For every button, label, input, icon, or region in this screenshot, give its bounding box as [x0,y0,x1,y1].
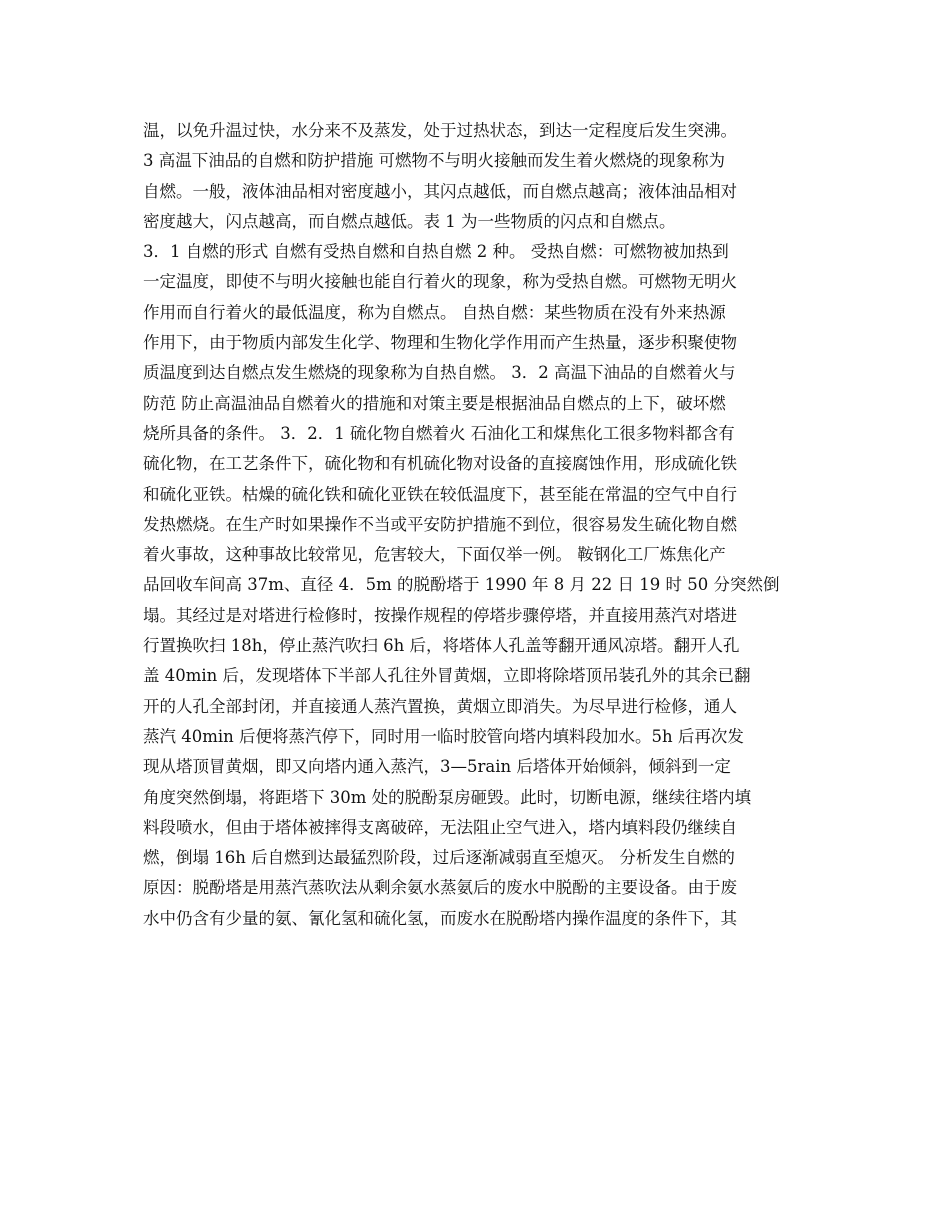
text-line: 发热燃烧。在生产时如果操作不当或平安防护措施不到位，很容易发生硫化物自燃 [143,514,737,534]
text-line: 和硫化亚铁。枯燥的硫化铁和硫化亚铁在较低温度下，甚至能在常温的空气中自行 [143,484,737,504]
text-line: 作用而自行着火的最低温度，称为自燃点。 自热自燃：某些物质在没有外来热源 [143,302,726,322]
text-line: 自燃。一般，液体油品相对密度越小，其闪点越低，而自燃点越高；液体油品相对 [143,181,737,201]
text-line: 温，以免升温过快，水分来不及蒸发，处于过热状态，到达一定程度后发生突沸。 [143,121,737,140]
text-line: 行置换吹扫 18h，停止蒸汽吹扫 6h 后，将塔体人孔盖等翻开通风凉塔。翻开人孔 [143,636,740,656]
body-text [143,116,823,934]
text-line: 开的人孔全部封闭，并直接通人蒸汽置换，黄烟立即消失。为尽早进行检修，通人 [143,696,737,716]
text-line: 一定温度，即使不与明火接触也能自行着火的现象，称为受热自燃。可燃物无明火 [143,272,737,292]
text-line: 作用下，由于物质内部发生化学、物理和生物化学作用而产生热量，逐步积聚使物 [143,333,737,353]
text-line: 料段喷水，但由于塔体被摔得支离破碎，无法阻止空气进入，塔内填料段仍继续自 [143,817,737,837]
text-line: 品回收车间高 37m、直径 4．5m 的脱酚塔于 1990 年 8 月 22 日 19 时 50 分突然倒 [143,575,780,595]
text-line: 防范 防止高温油品自燃着火的措施和对策主要是根据油品自燃点的上下，破坏燃 [143,393,726,413]
text-line: 3．1 自燃的形式 自燃有受热自燃和自热自燃 2 种。 受热自燃：可燃物被加热到 [143,242,729,262]
text-line: 水中仍含有少量的氨、氰化氢和硫化氢，而废水在脱酚塔内操作温度的条件下，其 [143,908,737,928]
text-line: 盖 40min 后，发现塔体下半部人孔往外冒黄烟，立即将除塔顶吊装孔外的其余已翻 [143,666,751,686]
text-line: 原因：脱酚塔是用蒸汽蒸吹法从剩余氨水蒸氨后的废水中脱酚的主要设备。由于废 [143,878,737,898]
text-line: 硫化物，在工艺条件下，硫化物和有机硫化物对设备的直接腐蚀作用，形成硫化铁 [143,454,737,474]
text-line: 塌。其经过是对塔进行检修时，按操作规程的停塔步骤停塔，并直接用蒸汽对塔进 [143,605,737,625]
text-line: 蒸汽 40min 后便将蒸汽停下，同时用一临时胶管向塔内填料段加水。5h 后再次发 [143,726,744,746]
text-line: 密度越大，闪点越高，而自燃点越低。表 1 为一些物质的闪点和自燃点。 [143,211,676,231]
text-line: 现从塔顶冒黄烟，即又向塔内通入蒸汽，3—5rain 后塔体开始倾斜，倾斜到一定 [143,757,731,777]
text-line: 角度突然倒塌，将距塔下 30m 处的脱酚泵房砸毁。此时，切断电源，继续往塔内填 [143,787,752,807]
text-line: 烧所具备的条件。 3．2．1 硫化物自燃着火 石油化工和煤焦化工很多物料都含有 [143,423,735,443]
text-line: 着火事故，这种事故比较常见，危害较大，下面仅举一例。 鞍钢化工厂炼焦化产 [143,545,726,565]
text-line: 质温度到达自燃点发生燃烧的现象称为自热自燃。 3．2 高温下油品的自燃着火与 [143,363,736,383]
text-line: 3 高温下油品的自燃和防护措施 可燃物不与明火接触而发生着火燃烧的现象称为 [143,151,725,171]
text-line: 燃，倒塌 16h 后自燃到达最猛烈阶段，过后逐渐减弱直至熄灭。 分析发生自燃的 [143,848,735,868]
